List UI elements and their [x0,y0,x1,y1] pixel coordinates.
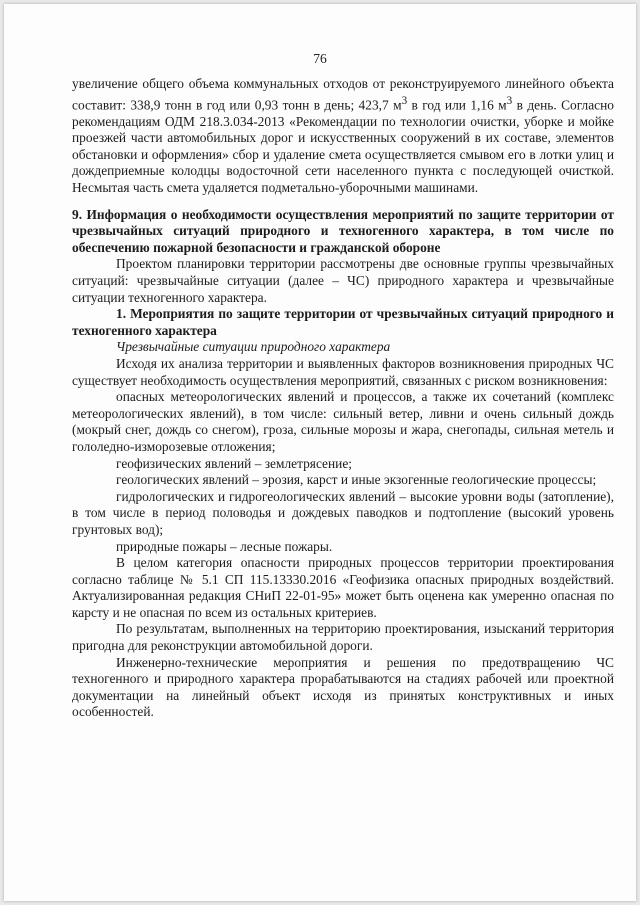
paragraph-intro: Проектом планировки территории рассмотрены две основные группы чрезвычайных ситуаций: чрезвычайные ситуации (далее – ЧС) природного характера и чрезвычайные ситуации техногенного характера. [72,256,614,305]
page-number: 76 [313,51,327,66]
paragraph-waste [72,76,614,197]
document-page [4,4,636,901]
paragraph-results: По результатам, выполненных на территорию проектирования, изысканий территория пригодна для реконструкции автомобильной дороги. [72,621,614,654]
section-heading-9: 9. Информация о необходимости осуществления мероприятий по защите территории от чрезвычайных ситуаций природного и техногенного характера, в том числе по обеспечению пожарной безопасности и гражданской обороне [72,206,614,255]
list-item-hydro: гидрологических и гидрогеологических явлений – высокие уровни воды (затопление), в том числе в период половодья и дождевых паводков и подтопление (высокий уровень грунтовых вод); [72,488,614,537]
list-item-geophys: геофизических явлений – землетрясение; [116,455,352,471]
subsection-heading-1: 1. Мероприятия по защите территории от чрезвычайных ситуаций природного и техногенного характера [72,306,614,338]
paragraph-analysis: Исходя их анализа территории и выявленных факторов возникновения природных ЧС существует необходимость осуществления мероприятий, связанных с риском возникновения: [72,355,614,388]
paragraph-waste-part3: в день. Согласно рекомендациям ОДМ 218.3.034-2013 «Рекомендации по технологии очистки, уборке и мойке проезжей части автомобильных дорог и искусственных сооружений в их составе, элементов обстановки и оформления» сбор и удаление смета осуществляется смывом его в лотки улиц и дождеприемные колодцы водосточной сети населенного пункта с последующей очисткой. Несмытая часть смета удаляется подметально-уборочными машинами. [72,97,614,196]
list-item-fire: природные пожары – лесные пожары. [116,538,333,554]
paragraph-measures: Инженерно-технические мероприятия и решения по предотвращению ЧС техногенного и природного характера прорабатываются на стадиях рабочей или проектной документации на линейный объект исходя из принятых конструктивных и иных особенностей. [72,654,614,720]
list-item-geol: геологических явлений – эрозия, карст и иные экзогенные геологические процессы; [116,472,597,488]
superscript-3b: 3 [506,94,513,107]
paragraph-waste-part1: увеличение общего объема коммунальных отходов от реконструируемого линейного объекта составит: 338,9 тонн в год или 0,93 тонн в день; 423,7 м [72,76,614,113]
superscript-3: 3 [401,94,408,107]
page-body [72,76,614,721]
subsection-subtitle: Чрезвычайные ситуации природного характера [116,339,391,355]
paragraph-waste-part2: в год или 1,16 м [407,97,507,113]
paragraph-category: В целом категория опасности природных процессов территории проектирования согласно таблице № 5.1 СП 115.13330.2016 «Геофизика опасных природных воздействий. Актуализированная редакция СНиП 22-01-95» может быть оценена как умеренно опасная по карсту и не опасная по всем из остальных критериев. [72,555,614,620]
list-item-meteo: опасных метеорологических явлений и процессов, а также их сочетаний (комплекс метеорологических явлений), в том числе: сильный ветер, ливни и очень сильный дождь (мокрый снег, дождь со снегом), гроза, сильные морозы и жара, снегопады, сильная метель и гололедно-изморозевые отложения; [72,389,614,454]
